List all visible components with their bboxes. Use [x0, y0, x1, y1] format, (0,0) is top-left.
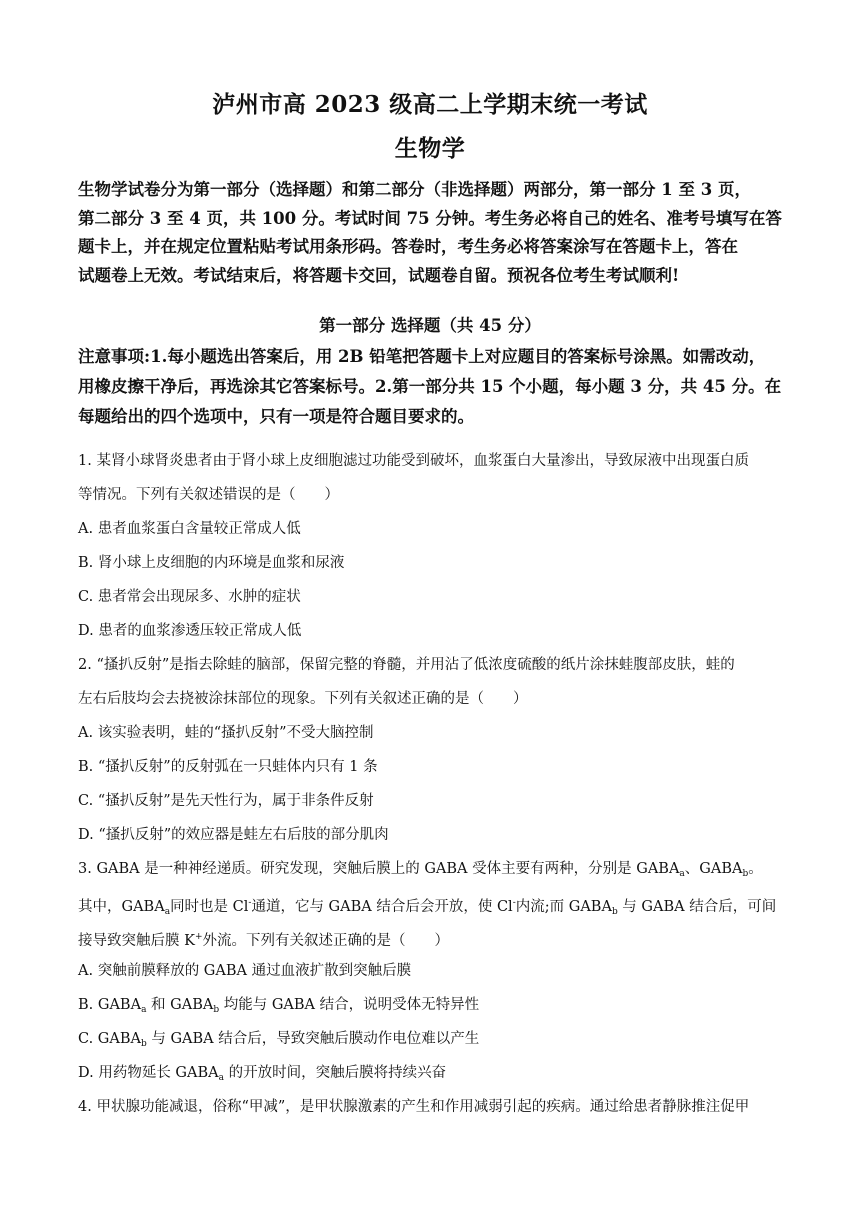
superscript: -	[248, 898, 252, 908]
question-1-option-b: B. 肾小球上皮细胞的内环境是血浆和尿液	[78, 555, 345, 571]
text-run: 接导致突触后膜 K	[78, 933, 195, 949]
notice-block	[78, 342, 783, 432]
question-2-option-b: B. “搔扒反射”的反射弧在一只蛙体内只有 1 条	[78, 759, 378, 775]
exam-title: 泸州市高 2023 级高二上学期末统一考试	[212, 91, 648, 118]
question-2-stem-line: 2. “搔扒反射”是指去除蛙的脑部，保留完整的脊髓，并用沾了低浓度硫酸的纸片涂抹蛙腹部皮肤，蛙的	[78, 657, 735, 673]
question-1-option-c: C. 患者常会出现尿多、水肿的症状	[78, 589, 301, 605]
text-run: B. GABA	[78, 997, 142, 1013]
question-2-option-d: D. “搔扒反射”的效应器是蛙左右后肢的部分肌肉	[78, 827, 389, 843]
subscript: b	[140, 1039, 147, 1049]
superscript: +	[194, 932, 203, 942]
text-run: 内流;而 GABA	[515, 899, 612, 915]
exam-instructions	[78, 176, 783, 290]
question-3-stem-line	[78, 893, 783, 922]
question-1-option-d: D. 患者的血浆渗透压较正常成人低	[78, 623, 302, 639]
question-2-option-c: C. “搔扒反射”是先天性行为，属于非条件反射	[78, 793, 374, 809]
question-2-option-a: A. 该实验表明，蛙的“搔扒反射”不受大脑控制	[78, 725, 374, 741]
question-1-stem-line: 等情况。下列有关叙述错误的是（ ）	[78, 487, 339, 503]
notice-line: 注意事项:1.每小题选出答案后，用 2B 铅笔把答题卡上对应题目的答案标号涂黑。如需改动，	[78, 347, 766, 366]
subscript: a	[164, 907, 171, 917]
text-run: 的开放时间，突触后膜将持续兴奋	[224, 1065, 447, 1081]
text-run: 与 GABA 结合后，导致突触后膜动作电位难以产生	[146, 1031, 480, 1047]
text-run: 通道，它与 GABA 结合后会开放，使 Cl	[251, 899, 513, 915]
text-run: 和 GABA	[146, 997, 214, 1013]
subscript: b	[611, 907, 618, 917]
subscript: a	[679, 869, 685, 879]
instruction-line: 试题卷上无效。考试结束后，将答题卡交回，试题卷自留。预祝各位考生考试顺利!	[78, 265, 680, 285]
text-run: 3. GABA 是一种神经递质。研究发现，突触后膜上的 GABA 受体主要有两种，分别是 GABA	[78, 861, 680, 877]
instruction-line: 第二部分 3 至 4 页，共 100 分。考试时间 75 分钟。考生务必将自己的姓名、准考号填写在答	[78, 208, 782, 228]
question-2-stem-line: 左右后肢均会去挠被涂抹部位的现象。下列有关叙述正确的是（ ）	[78, 691, 528, 707]
question-3-stem-line	[78, 859, 783, 884]
question-3-option-d	[78, 1063, 783, 1088]
question-3-option-c	[78, 1029, 783, 1054]
text-run: 均能与 GABA 结合，说明受体无特异性	[219, 997, 480, 1013]
question-1-stem-line: 1. 某肾小球肾炎患者由于肾小球上皮细胞滤过功能受到破坏，血浆蛋白大量渗出，导致尿液中出现蛋白质	[78, 453, 749, 469]
text-run: C. GABA	[78, 1031, 141, 1047]
subscript: b	[742, 869, 749, 879]
subscript: a	[141, 1005, 147, 1015]
subscript: b	[213, 1005, 220, 1015]
question-1-option-a: A. 患者血浆蛋白含量较正常成人低	[78, 521, 301, 537]
text-run: D. 用药物延长 GABA	[78, 1065, 219, 1081]
instruction-line: 题卡上，并在规定位置粘贴考试用条形码。答卷时，考生务必将答案涂写在答题卡上，答在	[78, 237, 738, 256]
notice-line: 用橡皮擦干净后，再选涂其它答案标号。2.第一部分共 15 个小题，每小题 3 分，共 45 分。在	[78, 377, 782, 396]
question-3-option-b	[78, 995, 783, 1020]
text-run: 、GABA	[684, 861, 743, 877]
question-3-stem-line	[78, 927, 783, 951]
question-3-option-a: A. 突触前膜释放的 GABA 通过血液扩散到突触后膜	[78, 963, 412, 979]
text-run: 与 GABA 结合后，可间	[617, 899, 777, 915]
superscript: -	[512, 898, 516, 908]
question-4-stem-line: 4. 甲状腺功能减退，俗称“甲减”，是甲状腺激素的产生和作用减弱引起的疾病。通过给患者静脉推注促甲	[78, 1099, 750, 1115]
section-title: 第一部分 选择题（共 45 分）	[319, 316, 541, 335]
notice-line: 每题给出的四个选项中，只有一项是符合题目要求的。	[78, 407, 474, 426]
text-run: 同时也是 Cl	[170, 899, 249, 915]
text-run: 。	[748, 861, 763, 877]
instruction-line: 生物学试卷分为第一部分（选择题）和第二部分（非选择题）两部分，第一部分 1 至 3 页，	[78, 180, 751, 199]
text-run: 外流。下列有关叙述正确的是（ ）	[202, 933, 449, 949]
text-run: 其中，GABA	[78, 899, 165, 915]
subscript: a	[218, 1073, 224, 1083]
subject-title: 生物学	[394, 135, 466, 162]
